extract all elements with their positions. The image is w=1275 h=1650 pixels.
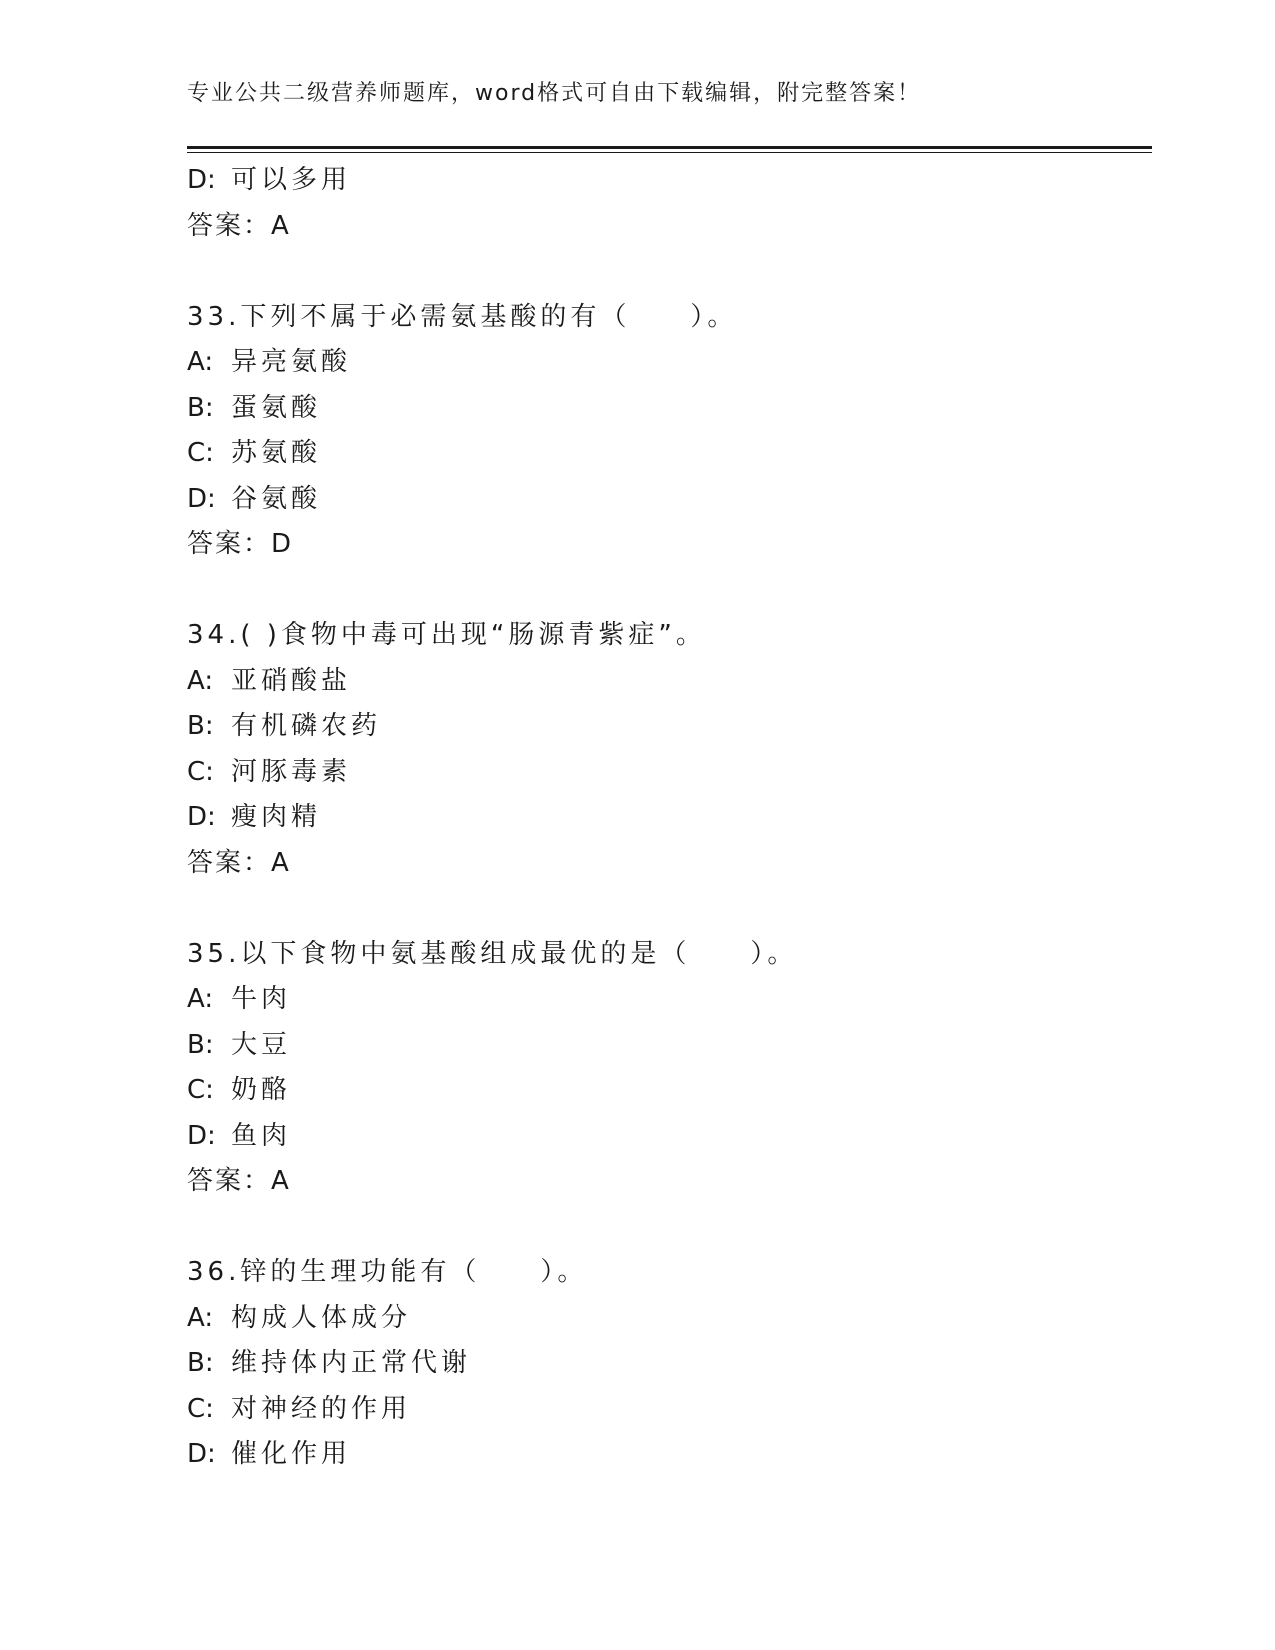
option-text: 有机磷农药 xyxy=(231,711,382,741)
spacer xyxy=(187,568,1152,614)
option-letter: A: xyxy=(187,984,214,1014)
header-rule-thick xyxy=(187,146,1152,149)
option-letter: D: xyxy=(187,1120,216,1151)
option-text: 异亮氨酸 xyxy=(231,347,352,377)
question-title: 33.下列不属于必需氨基酸的有（ ）。 xyxy=(187,301,738,332)
option-letter: B: xyxy=(187,1029,214,1060)
question-title: 34.( )食物中毒可出现“肠源青紫症”。 xyxy=(187,620,706,650)
document-body xyxy=(187,158,1152,1478)
option-line xyxy=(187,1387,1152,1433)
option-line xyxy=(187,477,1152,523)
option-text: 亚硝酸盐 xyxy=(231,665,352,696)
option-letter: D: xyxy=(187,483,216,514)
option-text: 鱼肉 xyxy=(231,1120,292,1151)
option-line xyxy=(187,704,1152,750)
answer-line: 答案：A xyxy=(187,210,291,241)
option-line xyxy=(187,431,1152,477)
option-line xyxy=(187,1341,1152,1387)
option-text: 维持体内正常代谢 xyxy=(231,1348,472,1378)
option-letter: D: xyxy=(187,165,216,195)
option-line xyxy=(187,977,1152,1023)
option-text: 构成人体成分 xyxy=(231,1302,412,1333)
option-text: 对神经的作用 xyxy=(231,1393,412,1424)
option-line xyxy=(187,158,1152,204)
option-line xyxy=(187,659,1152,705)
option-line xyxy=(187,340,1152,386)
spacer xyxy=(187,886,1152,932)
page-header: 专业公共二级营养师题库，word格式可自由下载编辑，附完整答案！ xyxy=(187,81,922,106)
option-letter: A: xyxy=(187,1302,214,1333)
option-text: 奶酪 xyxy=(231,1075,292,1105)
option-text: 河豚毒素 xyxy=(231,756,352,787)
answer-line: 答案：D xyxy=(187,529,294,559)
option-letter: D: xyxy=(187,802,216,832)
header-rule-thin xyxy=(187,152,1152,153)
option-text: 催化作用 xyxy=(231,1439,352,1469)
option-letter: A: xyxy=(187,347,214,377)
option-line xyxy=(187,1114,1152,1160)
option-letter: B: xyxy=(187,1348,214,1378)
option-text: 谷氨酸 xyxy=(231,483,322,514)
option-letter: A: xyxy=(187,665,214,696)
answer-line: 答案：A xyxy=(187,1166,291,1196)
option-letter: C: xyxy=(187,438,214,468)
spacer xyxy=(187,1205,1152,1251)
option-text: 牛肉 xyxy=(231,984,292,1014)
option-letter: C: xyxy=(187,1075,214,1105)
option-letter: C: xyxy=(187,756,214,787)
option-letter: B: xyxy=(187,392,214,423)
option-line xyxy=(187,1432,1152,1478)
question-title: 35.以下食物中氨基酸组成最优的是（ ）。 xyxy=(187,938,798,969)
option-line xyxy=(187,795,1152,841)
option-text: 苏氨酸 xyxy=(231,438,322,468)
option-letter: C: xyxy=(187,1393,214,1424)
option-text: 瘦肉精 xyxy=(231,802,322,832)
option-letter: B: xyxy=(187,711,214,741)
option-line xyxy=(187,1068,1152,1114)
answer-line: 答案：A xyxy=(187,847,291,878)
option-text: 可以多用 xyxy=(231,165,352,195)
option-text: 大豆 xyxy=(231,1029,292,1060)
option-line xyxy=(187,1296,1152,1342)
option-letter: D: xyxy=(187,1439,216,1469)
spacer xyxy=(187,249,1152,295)
option-text: 蛋氨酸 xyxy=(231,392,322,423)
option-line xyxy=(187,386,1152,432)
option-line xyxy=(187,750,1152,796)
option-line xyxy=(187,1023,1152,1069)
question-title: 36.锌的生理功能有（ ）。 xyxy=(187,1257,588,1287)
